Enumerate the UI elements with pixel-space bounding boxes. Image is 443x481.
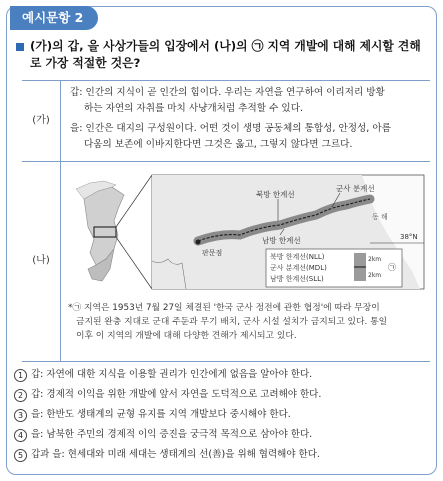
gap-statement: 갑: 인간의 지식이 곧 인간의 힘이다. 우리는 자연을 연구하여 이리저리 방황 하는 자연의 자취를 마치 사냥개처럼 추적할 수 있다. <box>70 87 385 114</box>
question-marker-icon <box>16 43 24 51</box>
legend-mdl: 군사 분계선(MDL) <box>270 264 327 272</box>
passage-table <box>22 80 430 362</box>
row-label-na: (나) <box>22 161 61 361</box>
choice-5[interactable]: 5 갑과 을: 현세대와 미래 세대는 생태계의 선(善)을 위해 협력해야 한다. <box>14 446 434 462</box>
row-divider <box>22 161 430 162</box>
map-legend <box>266 249 402 287</box>
row-label-ga: (가) <box>22 81 61 161</box>
question-text: (가)의 갑, 을 사상가들의 입장에서 (나)의 ㉠ 지역 개발에 대해 제시할 견해로 가장 적절한 것은? <box>30 39 421 70</box>
label-north-line: 북방 한계선 <box>256 190 295 199</box>
label-38n: 38°N <box>400 233 418 241</box>
map-footnote: *㉠ 지역은 1953년 7월 27일 체결된 '한국 군사 정전에 관한 협정'에 따라 무장이 금지된 완충 지대로 군대 주둔과 무기 배치, 군사 시설 설치가 금지되고 있다. 통일 이후 이 지역의 개발에 대해 다양한 견해가 제시되고 있다. <box>68 303 388 341</box>
choice-1[interactable]: 1 갑: 자연에 대한 지식을 이용할 권리가 인간에게 없음을 알아야 한다. <box>14 366 434 382</box>
legend-nll: 북방 한계선(NLL) <box>270 253 325 261</box>
korea-inset-map <box>76 181 124 281</box>
label-east-sea: 동 해 <box>372 213 388 221</box>
label-panmunjom: 판문점 <box>202 249 223 257</box>
legend-sll: 남방 한계선(SLL) <box>270 275 324 283</box>
panmunjom-marker <box>196 240 201 245</box>
legend-mark-ga: ㉠ <box>388 263 396 272</box>
choice-2[interactable]: 2 갑: 경제적 이익을 위한 개발에 앞서 자연을 도덕적으로 고려해야 한다. <box>14 386 434 402</box>
question-badge: 예시문항 2 <box>10 6 98 30</box>
label-south-line: 남방 한계선 <box>262 236 301 245</box>
legend-2km-bottom: 2km <box>368 272 382 279</box>
eul-statement: 을: 인간은 대지의 구성원이다. 어떤 것이 생명 공동체의 통합성, 안정성, 아름 다움의 보존에 이바지한다면 그것은 옳고, 그렇지 않다면 그르다. <box>70 123 391 150</box>
choice-4[interactable]: 4 을: 남북한 주민의 경제적 이익 증진을 궁극적 목적으로 삼아야 한다. <box>14 426 434 442</box>
label-mdl: 군사 분계선 <box>336 184 375 193</box>
dmz-map <box>70 169 426 295</box>
legend-2km-top: 2km <box>368 256 382 263</box>
choice-3[interactable]: 3 을: 한반도 생태계의 균형 유지를 지역 개발보다 중시해야 한다. <box>14 406 434 422</box>
